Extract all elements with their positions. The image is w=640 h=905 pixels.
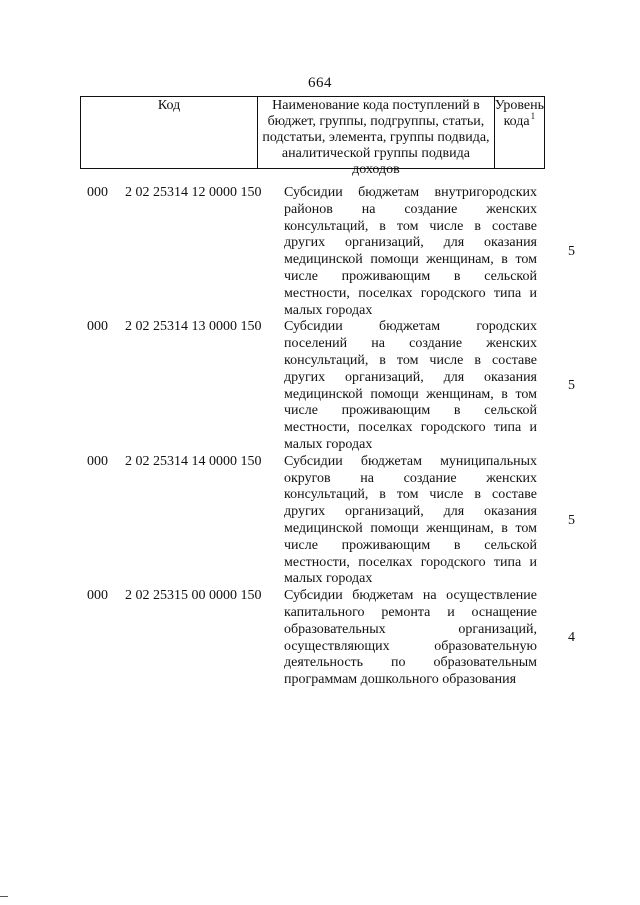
header-level-footnote: 1 (530, 111, 536, 121)
header-level-label: Уровень кода (494, 98, 544, 129)
row-name: Субсидии бюджетам городских поселений на создание женских консультаций, в том числе в составе других организаций, для оказания медицинской помощи женщинам, в том числе проживающим в сельской местности, поселках городского типа и малых городах (284, 319, 537, 452)
header-level (495, 97, 544, 168)
header-code: Код (81, 97, 258, 168)
row-name: Субсидии бюджетам внутригородских районов на создание женских консультаций, в том числе в составе других организаций, для оказания медицинской помощи женщинам, в том числе проживающим в сельской местности, поселках городского типа и малых городах (284, 185, 537, 318)
row-code: 2 02 25314 14 0000 150 (125, 453, 262, 469)
page-number: 664 (308, 75, 332, 91)
scan-edge-mark (0, 896, 8, 897)
row-level: 5 (568, 512, 575, 528)
row-prefix: 000 (87, 185, 108, 200)
row-level: 4 (568, 630, 575, 646)
row-code: 2 02 25314 12 0000 150 (125, 185, 262, 200)
table-row (0, 588, 640, 689)
row-prefix: 000 (87, 588, 108, 604)
header-name: Наименование кода поступлений в бюджет, группы, подгруппы, статьи, подстатьи, элемента, группы подвида, аналитической группы подвида доходов (258, 97, 495, 168)
row-code: 2 02 25315 00 0000 150 (125, 588, 262, 604)
row-name: Субсидии бюджетам муниципальных округов на создание женских консультаций, в том числе в составе других организаций, для оказания медицинской помощи женщинам, в том числе проживающим в сельской местности, поселках городского типа и малых городах (284, 453, 537, 587)
table-body (0, 185, 640, 689)
row-prefix: 000 (87, 319, 108, 335)
table-header (80, 96, 545, 177)
table-row (0, 454, 640, 588)
table-row (0, 185, 640, 319)
row-name: Субсидии бюджетам на осуществление капитального ремонта и оснащение образовательных организаций, осуществляющих образовательную деятельность по образовательным программам дошкольного образования (284, 588, 537, 688)
row-prefix: 000 (87, 453, 108, 469)
row-level: 5 (568, 378, 575, 394)
row-level: 5 (568, 244, 575, 259)
row-code: 2 02 25314 13 0000 150 (125, 319, 262, 335)
table-row (0, 319, 640, 453)
